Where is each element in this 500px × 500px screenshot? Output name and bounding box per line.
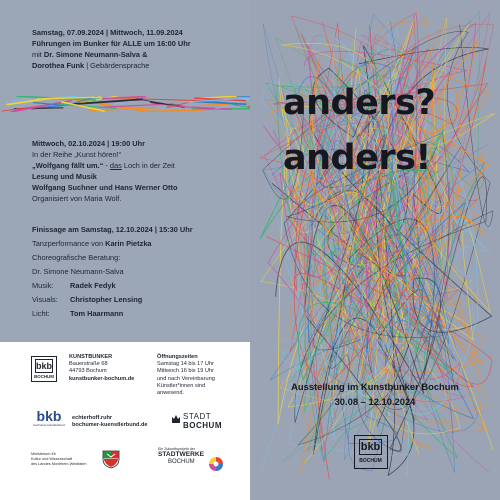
cover-panel [250,0,500,500]
partner-links [72,415,148,429]
crown-icon [171,413,181,425]
event-series: In der Reihe „Kunst hören!“ [32,150,122,159]
credit-name: Radek Fedyk [70,281,116,290]
event-choreo-label: Choreografische Beratung: [32,253,121,262]
event-organizer: Organisiert von Maria Wolf. [32,194,122,203]
address-block: KUNSTBUNKER Bauerstraße 68 44793 Bochum kunstbunker-bochum.de [69,354,135,382]
credit-name: Christopher Lensing [70,295,143,304]
stadtwerke-logo: Ein Zukunftsprojekt der STADTWERKE BOCHUM [158,447,228,466]
event-finissage [32,224,247,319]
ministry-text: Ministerium für Kultur und Wissenschaft des Landes Nordrhein-Westfalen [31,452,87,467]
event-choreo-name: Dr. Simone Neumann-Salva [32,267,124,276]
stadtwerke-icon [208,456,224,472]
event-title: „Wolfgang fällt um.“ - das Loch in der Zeit [32,161,175,170]
credit-role: Licht: [32,309,50,318]
kunstbunker-logo: bkb BOCHUM [31,356,57,382]
headline-exclamation: anders! [283,138,431,178]
event-reading [32,138,247,204]
credit-role: Visuals: [32,295,58,304]
event-date: Mittwoch, 02.10.2024 | 19:00 Uhr [32,139,145,148]
credit-role: Musik: [32,281,54,290]
exhibition-dates: 30.08 – 12.10.2024 [334,396,416,407]
event-performers: Wolfgang Suchner und Hans Werner Otto [32,183,178,192]
echterhoff-link[interactable]: echterhoff.ruhr [72,415,113,421]
sponsor-footer: bkb BOCHUM KUNSTBUNKER Bauerstraße 68 44793 Bochum kunstbunker-bochum.de Öffnungszeiten Samstag 14 bis 17 Uhr Mittwoch 16 bis 19 Uhr und nach Vereinbarung Künstler*innen sind anwesend. bkb bochumer künstlerbund echterhoff.ruhr bochumer-kuenstlerbund.de STADT BOCHUM Ministerium für Kultur und Wissenschaft des Landes Nordrhein-Westfalen Ein Zukunftsprojekt der STADTWERKE BOCHUM [0,342,250,500]
event-guides: mit Dr. Simone Neumann-Salva & [32,50,148,59]
color-stripe [0,96,250,112]
opening-hours: Öffnungszeiten Samstag 14 bis 17 Uhr Mittwoch 16 bis 19 Uhr und nach Vereinbarung Künstler*innen sind anwesend. [157,354,215,397]
event-date: Samstag, 07.09.2024 | Mittwoch, 11.09.2024 [32,28,183,37]
event-guides-2: Dorothea Funk | Gebärdensprache [32,61,150,70]
bkb-logo: bkb bochumer künstlerbund [33,408,65,427]
headline-question: anders? [283,83,436,123]
nrw-crest-icon [101,449,121,469]
event-date: Finissage am Samstag, 12.10.2024 | 15:30 Uhr [32,225,193,234]
exhibition-subtitle: Ausstellung im Kunstbunker Bochum [291,381,459,392]
event-performance: Tanzperformance von Karin Pietzka [32,239,152,248]
event-guided-tours [32,27,247,71]
kunstbunker-website-link[interactable]: kunstbunker-bochum.de [69,375,135,382]
event-title: Führungen im Bunker für ALLE um 16:00 Uhr [32,39,191,48]
cover-bkb-logo: bkb BOCHUM [354,435,390,469]
event-credits [32,280,247,319]
credit-name: Tom Haarmann [70,309,124,318]
event-type: Lesung und Musik [32,172,97,181]
scribble-artwork [250,0,500,500]
bkb-website-link[interactable]: bochumer-kuenstlerbund.de [72,422,148,429]
